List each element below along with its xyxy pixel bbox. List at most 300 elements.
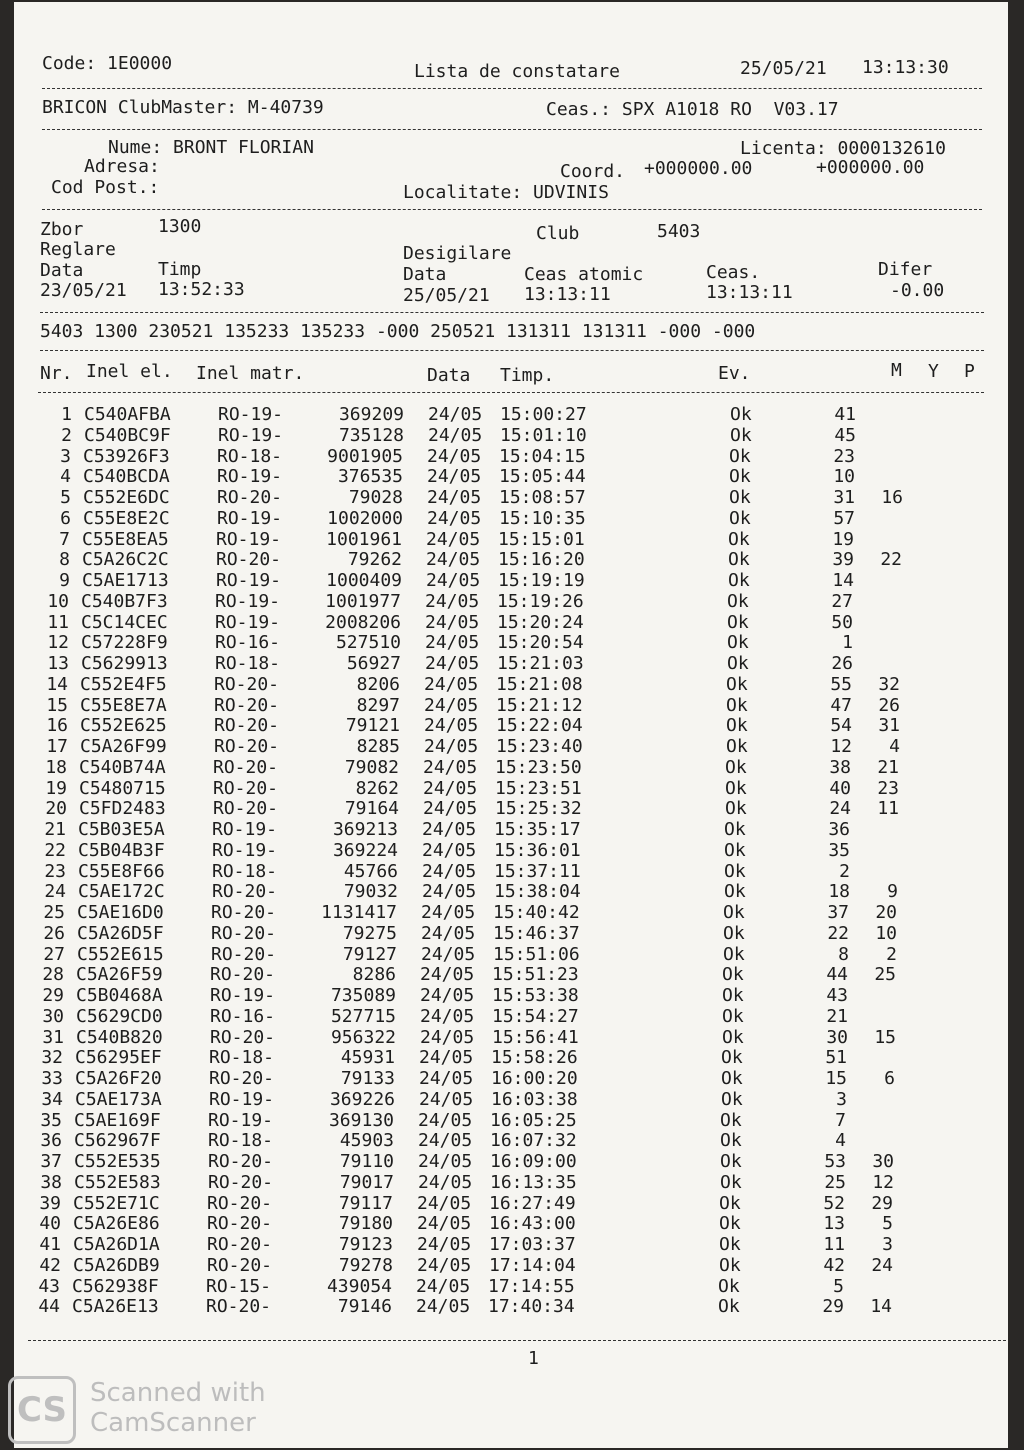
electronic-ring: C5A26C2C (82, 549, 169, 571)
arrival-date: 24/05 (424, 715, 479, 737)
event-status: Ok (722, 985, 744, 1006)
ring-series: RO-20- (217, 487, 283, 508)
electronic-ring: C5B03E5A (78, 819, 165, 840)
arrival-date: 24/05 (417, 1234, 472, 1255)
row-number: 12 (47, 632, 69, 654)
place-m: 47 (830, 694, 852, 716)
place-m: 55 (830, 673, 852, 695)
electronic-ring: C552E71C (73, 1192, 160, 1214)
arrival-time: 15:51:06 (493, 943, 580, 965)
arrival-date: 24/05 (420, 964, 475, 986)
ring-series: RO-20- (208, 1151, 274, 1172)
ring-series: RO-20- (213, 798, 279, 820)
separator (38, 392, 984, 393)
arrival-time: 15:53:38 (492, 985, 579, 1006)
ring-series: RO-19- (217, 507, 283, 529)
clock-time: 13:13:11 (706, 282, 793, 303)
flight-label: Zbor (40, 219, 84, 240)
ring-series: RO-16- (210, 1005, 276, 1027)
separator (28, 1340, 1006, 1341)
ring-number: 369213 (332, 819, 398, 840)
place-y: 20 (875, 902, 897, 923)
event-status: Ok (719, 1213, 741, 1235)
arrival-time: 15:38:04 (494, 881, 581, 903)
arrival-time: 15:58:26 (491, 1047, 578, 1069)
event-status: Ok (724, 881, 746, 903)
event-status: Ok (726, 715, 748, 737)
arrival-date: 24/05 (425, 632, 480, 654)
ring-series: RO-19- (212, 819, 278, 840)
electronic-ring: C57228F9 (81, 632, 168, 654)
place-m: 18 (828, 881, 850, 903)
ring-series: RO-19- (209, 1088, 275, 1110)
ring-number: 369209 (338, 404, 404, 425)
arrival-time: 16:05:25 (490, 1109, 577, 1131)
electronic-ring: C56295EF (75, 1047, 162, 1069)
separator (40, 350, 984, 351)
arrival-date: 24/05 (425, 590, 480, 612)
electronic-ring: C552E4F5 (80, 673, 167, 695)
arrival-time: 17:40:34 (488, 1296, 575, 1318)
arrival-date: 24/05 (416, 1296, 471, 1318)
place-m: 23 (833, 445, 855, 467)
ring-series: RO-20- (211, 902, 277, 923)
row-number: 24 (44, 881, 66, 903)
row-number: 5 (60, 487, 71, 508)
ring-series: RO-20- (208, 1171, 274, 1193)
electronic-ring: C540BC9F (84, 424, 171, 446)
event-status: Ok (719, 1234, 741, 1255)
event-status: Ok (729, 487, 751, 508)
arrival-time: 15:08:57 (499, 487, 586, 508)
electronic-ring: C53926F3 (83, 445, 170, 467)
arrival-date: 24/05 (418, 1109, 473, 1131)
electronic-ring: C5AE169F (74, 1109, 161, 1131)
row-number: 20 (45, 798, 67, 820)
flight-number: 1300 (158, 216, 202, 237)
place-y: 26 (878, 694, 900, 716)
ring-series: RO-18- (212, 860, 278, 882)
arrival-time: 15:20:24 (497, 611, 584, 633)
setting-time: 13:52:33 (158, 279, 245, 300)
place-m: 1 (842, 632, 853, 654)
place-y: 2 (886, 943, 897, 965)
place-m: 42 (823, 1254, 845, 1276)
ring-number: 735089 (330, 985, 396, 1006)
ring-series: RO-18- (208, 1130, 274, 1152)
row-number: 25 (43, 902, 65, 923)
place-m: 15 (825, 1068, 847, 1089)
ring-number: 79123 (338, 1234, 393, 1255)
place-m: 8 (838, 943, 849, 965)
row-number: 4 (60, 466, 71, 488)
ring-number: 79121 (345, 715, 400, 737)
event-status: Ok (720, 1151, 742, 1172)
unsealing-date-label: Data (403, 264, 447, 285)
event-status: Ok (725, 798, 747, 820)
print-date: 25/05/21 (740, 58, 827, 79)
event-status: Ok (723, 943, 745, 965)
place-y: 12 (872, 1171, 894, 1193)
ring-series: RO-20- (214, 715, 280, 737)
ring-number: 8286 (352, 964, 396, 986)
event-status: Ok (730, 404, 752, 425)
place-m: 2 (839, 860, 850, 882)
event-status: Ok (723, 902, 745, 923)
arrival-time: 15:10:35 (499, 507, 586, 529)
place-m: 30 (826, 1026, 848, 1048)
electronic-ring: C5AE16D0 (77, 902, 164, 923)
arrival-date: 24/05 (420, 1026, 475, 1048)
arrival-date: 24/05 (426, 570, 481, 591)
ring-series: RO-19- (210, 985, 276, 1006)
place-m: 51 (825, 1047, 847, 1069)
place-m: 35 (828, 839, 850, 861)
ring-series: RO-20- (207, 1234, 273, 1255)
electronic-ring: C5629CD0 (76, 1005, 163, 1027)
electronic-ring: C562967F (74, 1130, 161, 1152)
ring-number: 45766 (343, 860, 398, 882)
event-status: Ok (721, 1068, 743, 1089)
place-m: 21 (826, 1005, 848, 1027)
arrival-date: 24/05 (424, 673, 479, 695)
arrival-date: 24/05 (423, 777, 478, 799)
ring-series: RO-20- (211, 922, 277, 944)
arrival-time: 15:36:01 (494, 839, 581, 861)
place-m: 52 (823, 1192, 845, 1214)
arrival-date: 24/05 (425, 653, 480, 674)
arrival-time: 15:05:44 (499, 466, 586, 488)
ring-series: RO-19- (212, 839, 278, 861)
arrival-date: 24/05 (418, 1151, 473, 1172)
arrival-time: 15:22:04 (496, 715, 583, 737)
electronic-ring: C5A26F20 (75, 1068, 162, 1089)
event-status: Ok (720, 1171, 742, 1193)
place-y: 6 (884, 1068, 895, 1089)
ring-series: RO-20- (210, 1026, 276, 1048)
ring-series: RO-20- (214, 673, 280, 695)
separator (42, 88, 982, 89)
place-m: 39 (832, 549, 854, 571)
event-status: Ok (719, 1192, 741, 1214)
place-m: 53 (824, 1151, 846, 1172)
row-number: 38 (40, 1171, 62, 1193)
ring-number: 1001977 (325, 590, 401, 612)
row-number: 22 (44, 839, 66, 861)
arrival-date: 24/05 (426, 528, 481, 550)
place-m: 13 (823, 1213, 845, 1235)
difference-label: Difer (878, 259, 933, 280)
arrival-time: 17:14:55 (488, 1275, 575, 1297)
arrival-time: 15:20:54 (497, 632, 584, 654)
row-number: 33 (41, 1068, 63, 1089)
place-m: 54 (830, 715, 852, 737)
arrival-time: 15:00:27 (500, 404, 587, 425)
locality: Localitate: UDVINIS (403, 182, 609, 203)
arrival-time: 15:16:20 (498, 549, 585, 571)
arrival-date: 24/05 (419, 1088, 474, 1110)
arrival-time: 15:15:01 (498, 528, 585, 550)
arrival-time: 15:40:42 (493, 902, 580, 923)
electronic-ring: C540B74A (79, 756, 166, 778)
electronic-ring: C5A26DB9 (73, 1254, 160, 1276)
arrival-date: 24/05 (424, 694, 479, 716)
ring-number: 79278 (338, 1254, 393, 1276)
place-m: 5 (833, 1275, 844, 1297)
row-number: 10 (47, 590, 69, 612)
row-number: 3 (60, 445, 71, 467)
row-number: 34 (41, 1088, 63, 1110)
setting-time-label: Timp (158, 259, 202, 280)
ring-number: 79110 (339, 1151, 394, 1172)
electronic-ring: C540BCDA (83, 466, 170, 488)
electronic-ring: C5B04B3F (78, 839, 165, 861)
event-status: Ok (729, 445, 751, 467)
event-status: Ok (718, 1296, 740, 1318)
ring-number: 735128 (338, 424, 404, 446)
arrival-time: 15:04:15 (499, 445, 586, 467)
ring-number: 79017 (339, 1171, 394, 1193)
ring-number: 956322 (330, 1026, 396, 1048)
arrival-date: 24/05 (428, 424, 483, 446)
arrival-time: 16:07:32 (490, 1130, 577, 1152)
event-status: Ok (721, 1088, 743, 1110)
club-label: Club (536, 223, 580, 244)
col-header-y: Y (928, 361, 939, 382)
arrival-time: 15:56:41 (492, 1026, 579, 1048)
ring-series: RO-20- (210, 964, 276, 986)
row-number: 16 (46, 715, 68, 737)
ring-number: 1001961 (326, 528, 402, 550)
col-header-electronic-ring: Inel el. (86, 361, 173, 382)
place-y: 15 (874, 1026, 896, 1048)
ring-series: RO-20- (211, 943, 277, 965)
row-number: 41 (39, 1234, 61, 1255)
electronic-ring: C5C14CEC (81, 611, 168, 633)
event-status: Ok (729, 466, 751, 488)
place-m: 11 (823, 1234, 845, 1255)
place-y: 24 (871, 1254, 893, 1276)
coord-y: +000000.00 (816, 157, 925, 178)
place-m: 4 (835, 1130, 846, 1152)
place-m: 37 (827, 902, 849, 923)
ring-series: RO-20- (214, 736, 280, 757)
page-number: 1 (528, 1348, 539, 1369)
license-number: Licenta: 0000132610 (740, 138, 946, 159)
arrival-date: 24/05 (423, 756, 478, 778)
ring-series: RO-20- (212, 881, 278, 903)
arrival-date: 24/05 (424, 736, 479, 757)
electronic-ring: C552E625 (80, 715, 167, 737)
place-y: 32 (878, 673, 900, 695)
row-number: 1 (61, 404, 72, 425)
event-status: Ok (719, 1254, 741, 1276)
place-m: 3 (836, 1088, 847, 1110)
ring-series: RO-19- (215, 611, 281, 633)
place-y: 14 (870, 1296, 892, 1318)
watermark-line2: CamScanner (90, 1408, 256, 1438)
event-status: Ok (724, 860, 746, 882)
place-m: 40 (829, 777, 851, 799)
event-status: Ok (726, 673, 748, 695)
place-m: 50 (831, 611, 853, 633)
club-number: 5403 (657, 221, 701, 242)
row-number: 15 (46, 694, 68, 716)
arrival-time: 15:19:26 (497, 590, 584, 612)
ring-number: 2008206 (325, 611, 401, 633)
electronic-ring: C55E8E2C (83, 507, 170, 529)
col-header-ring-number: Inel matr. (196, 363, 305, 384)
arrival-time: 17:14:04 (489, 1254, 576, 1276)
event-status: Ok (727, 590, 749, 612)
place-m: 19 (832, 528, 854, 550)
clock-id: Ceas.: SPX A1018 RO V03.17 (546, 99, 839, 120)
event-status: Ok (727, 611, 749, 633)
setting-date: 23/05/21 (40, 280, 127, 301)
ring-series: RO-20- (213, 756, 279, 778)
arrival-date: 24/05 (427, 507, 482, 529)
row-number: 14 (46, 673, 68, 695)
difference-value: -0.00 (890, 280, 945, 301)
ring-number: 79127 (342, 943, 397, 965)
document-title: Lista de constatare (414, 61, 620, 82)
col-header-time: Timp. (500, 365, 555, 386)
arrival-time: 15:51:23 (492, 964, 579, 986)
place-m: 26 (831, 653, 853, 674)
event-status: Ok (728, 549, 750, 571)
arrival-date: 24/05 (422, 839, 477, 861)
row-number: 37 (40, 1151, 62, 1172)
unsealing-date: 25/05/21 (403, 285, 490, 306)
row-number: 32 (41, 1047, 63, 1069)
event-status: Ok (726, 694, 748, 716)
place-y: 10 (875, 922, 897, 944)
event-status: Ok (723, 922, 745, 944)
electronic-ring: C55E8EA5 (82, 528, 169, 550)
place-m: 14 (832, 570, 854, 591)
arrival-time: 16:00:20 (491, 1068, 578, 1089)
arrival-time: 16:43:00 (489, 1213, 576, 1235)
arrival-date: 24/05 (423, 798, 478, 820)
ring-number: 369130 (328, 1109, 394, 1131)
event-status: Ok (728, 570, 750, 591)
row-number: 39 (39, 1192, 61, 1214)
electronic-ring: C540AFBA (84, 404, 171, 425)
ring-series: RO-18- (209, 1047, 275, 1069)
ring-series: RO-18- (217, 445, 283, 467)
ring-number: 527510 (335, 632, 401, 654)
col-header-date: Data (427, 365, 471, 386)
row-number: 19 (45, 777, 67, 799)
event-status: Ok (727, 653, 749, 674)
row-number: 29 (42, 985, 64, 1006)
place-y: 9 (887, 881, 898, 903)
arrival-date: 24/05 (427, 445, 482, 467)
owner-postal-code: Cod Post.: (51, 177, 160, 198)
arrival-time: 15:23:51 (495, 777, 582, 799)
place-m: 36 (828, 819, 850, 840)
place-m: 41 (834, 404, 856, 425)
place-m: 38 (829, 756, 851, 778)
arrival-time: 16:13:35 (490, 1171, 577, 1193)
watermark-line1: Scanned with (90, 1378, 266, 1408)
place-m: 12 (830, 736, 852, 757)
arrival-time: 15:46:37 (493, 922, 580, 944)
col-header-m: M (891, 360, 902, 381)
electronic-ring: C552E583 (74, 1171, 161, 1193)
arrival-date: 24/05 (425, 611, 480, 633)
row-number: 9 (59, 570, 70, 591)
electronic-ring: C5A26D5F (77, 922, 164, 944)
place-y: 21 (877, 756, 899, 778)
row-number: 28 (42, 964, 64, 986)
arrival-time: 15:21:08 (496, 673, 583, 695)
arrival-time: 16:09:00 (490, 1151, 577, 1172)
place-y: 3 (882, 1234, 893, 1255)
place-y: 5 (882, 1213, 893, 1235)
arrival-time: 15:54:27 (492, 1005, 579, 1027)
ring-number: 79117 (338, 1192, 393, 1214)
ring-number: 8262 (355, 777, 399, 799)
ring-series: RO-20- (207, 1213, 273, 1235)
ring-number: 376535 (337, 466, 403, 488)
event-status: Ok (725, 756, 747, 778)
event-status: Ok (726, 736, 748, 757)
electronic-ring: C5629913 (81, 653, 168, 674)
place-m: 29 (822, 1296, 844, 1318)
row-number: 13 (47, 653, 69, 674)
unsealing-label: Desigilare (403, 243, 512, 264)
ring-number: 8206 (356, 673, 400, 695)
event-status: Ok (721, 1047, 743, 1069)
ring-number: 79032 (343, 881, 398, 903)
document-page (14, 2, 1008, 1448)
event-status: Ok (718, 1275, 740, 1297)
place-y: 30 (872, 1151, 894, 1172)
row-number: 11 (47, 611, 69, 633)
electronic-ring: C540B7F3 (81, 590, 168, 612)
ring-number: 45903 (339, 1130, 394, 1152)
row-number: 35 (40, 1109, 62, 1131)
arrival-date: 24/05 (422, 881, 477, 903)
place-y: 4 (889, 736, 900, 757)
arrival-date: 24/05 (418, 1130, 473, 1152)
place-y: 25 (874, 964, 896, 986)
ring-number: 8297 (356, 694, 400, 716)
arrival-time: 15:23:50 (495, 756, 582, 778)
ring-number: 79082 (344, 756, 399, 778)
arrival-date: 24/05 (419, 1068, 474, 1089)
ring-number: 79275 (342, 922, 397, 944)
ring-series: RO-20- (214, 694, 280, 716)
col-header-event: Ev. (718, 363, 751, 384)
arrival-time: 15:23:40 (496, 736, 583, 757)
electronic-ring: C55E8F66 (78, 860, 165, 882)
ring-number: 8285 (356, 736, 400, 757)
watermark-text (90, 1378, 310, 1438)
row-number: 2 (61, 424, 72, 446)
arrival-time: 16:27:49 (489, 1192, 576, 1214)
place-m: 7 (835, 1109, 846, 1131)
arrival-time: 15:19:19 (498, 570, 585, 591)
ring-number: 79180 (338, 1213, 393, 1235)
row-number: 18 (45, 756, 67, 778)
electronic-ring: C5A26F59 (76, 964, 163, 986)
event-status: Ok (720, 1130, 742, 1152)
row-number: 23 (44, 860, 66, 882)
place-y: 23 (877, 777, 899, 799)
arrival-date: 24/05 (420, 1005, 475, 1027)
